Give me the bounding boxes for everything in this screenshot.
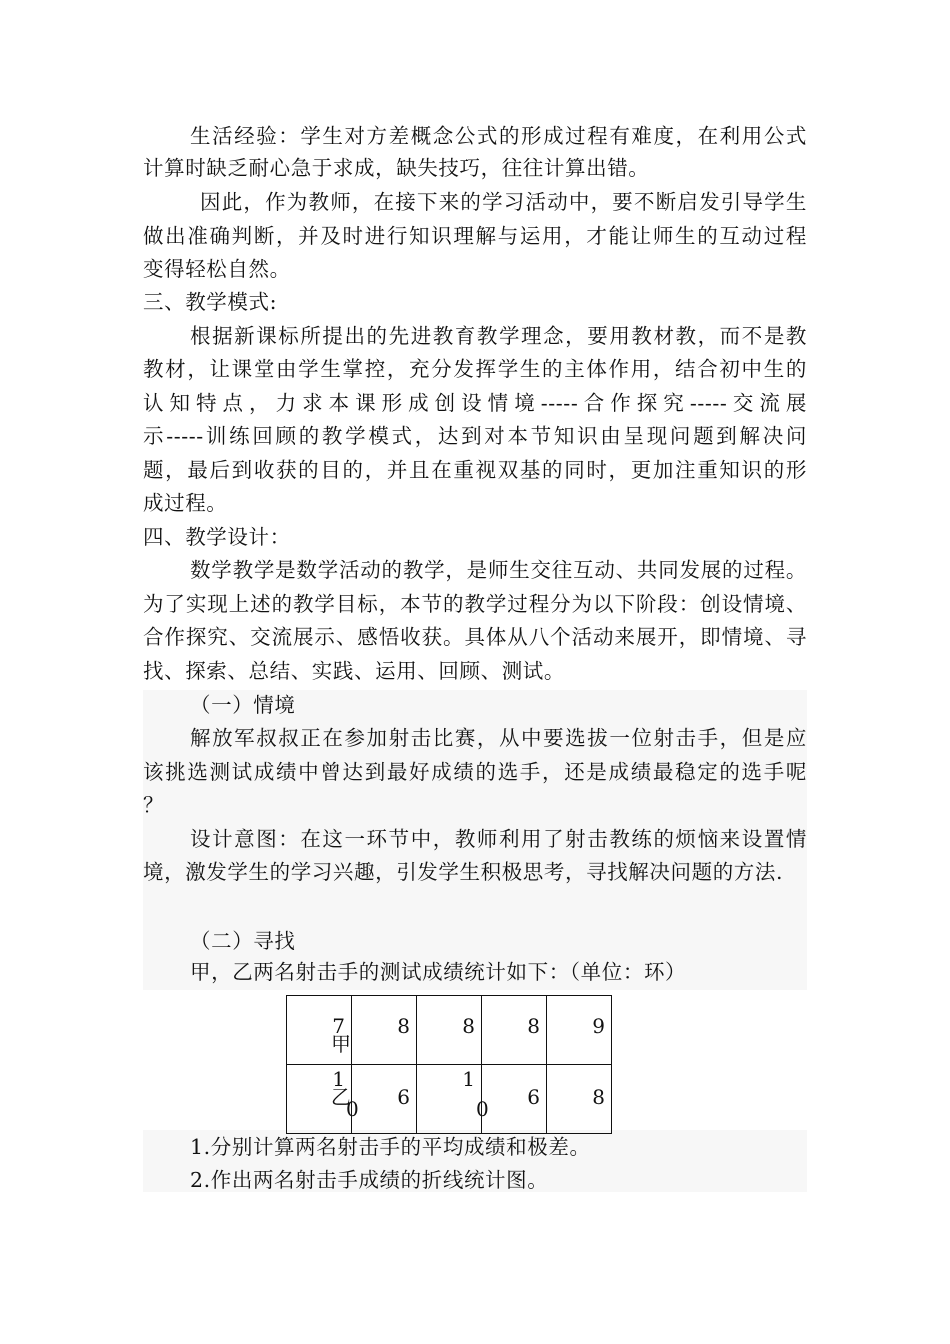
score-value: 8: [462, 1014, 475, 1038]
paragraph-line: 示-----训练回顾的教学模式，达到对本节知识由呈现问题到解决问: [143, 424, 807, 448]
paragraph-line: ？: [143, 793, 165, 817]
table-cell: [482, 996, 547, 1065]
score-value: 7: [332, 1014, 345, 1038]
score-value-top: 1: [462, 1067, 475, 1091]
paragraph-line: 找、探索、总结、实践、运用、回顾、测试。: [143, 659, 565, 683]
score-value-bottom: 0: [346, 1097, 359, 1121]
table-row: [287, 996, 612, 1065]
paragraph-line: 教材，让课堂由学生掌控，充分发挥学生的主体作用，结合初中生的: [143, 357, 807, 381]
paragraph-line: 为了实现上述的教学目标，本节的教学过程分为以下阶段：创设情境、: [143, 592, 807, 616]
table-cell: [547, 996, 612, 1065]
subsection-heading: （一）情境: [190, 693, 296, 717]
paragraph-line: 根据新课标所提出的先进教育教学理念，要用教材教，而不是教: [190, 324, 807, 348]
section-heading: 三、教学模式:: [143, 290, 278, 314]
score-value: 9: [592, 1014, 605, 1038]
paragraph-line: 认知特点，力求本课形成创设情境-----合作探究-----交流展: [143, 391, 807, 415]
table-cell: [417, 996, 482, 1065]
score-value: 6: [397, 1085, 410, 1109]
shooter-name: 乙: [331, 1085, 351, 1109]
paragraph-line: 境，激发学生的学习兴趣，引发学生积极思考，寻找解决问题的方法.: [143, 860, 784, 884]
paragraph-line: 因此，作为教师，在接下来的学习活动中，要不断启发引导学生: [200, 190, 807, 214]
paragraph-line: 做出准确判断，并及时进行知识理解与运用，才能让师生的互动过程: [143, 224, 807, 248]
score-value: 8: [592, 1085, 605, 1109]
table-cell: [346, 1065, 417, 1134]
shooter-name: 甲: [331, 1032, 351, 1056]
section-heading: 四、教学设计：: [143, 525, 291, 549]
paragraph-line: 成过程。: [143, 491, 228, 515]
paragraph-line: 生活经验：学生对方差概念公式的形成过程有难度，在利用公式: [190, 124, 807, 148]
table-cell: [287, 996, 352, 1065]
paragraph-line: 设计意图：在这一环节中，教师利用了射击教练的烦恼来设置情: [190, 827, 807, 851]
paragraph-line: 合作探究、交流展示、感悟收获。具体从八个活动来展开，即情境、寻: [143, 625, 807, 649]
paragraph-line: 数学教学是数学活动的教学，是师生交往互动、共同发展的过程。: [190, 558, 807, 582]
table-row: [287, 1065, 612, 1134]
paragraph-line: 该挑选测试成绩中曾达到最好成绩的选手，还是成绩最稳定的选手呢: [143, 760, 807, 784]
score-value: 8: [397, 1014, 410, 1038]
table-cell: [287, 1065, 352, 1134]
table-cell: [417, 1065, 482, 1134]
score-table: [286, 995, 612, 1134]
subsection-heading: （二）寻找: [190, 929, 296, 953]
paragraph-line: 题，最后到收获的目的，并且在重视双基的同时，更加注重知识的形: [143, 458, 807, 482]
paragraph-line: 解放军叔叔正在参加射击比赛，从中要选拔一位射击手，但是应: [190, 726, 807, 750]
paragraph-line: 变得轻松自然。: [143, 257, 291, 281]
score-value-top: 1: [332, 1067, 345, 1091]
score-value-bottom: 0: [476, 1097, 489, 1121]
paragraph-line: 甲，乙两名射击手的测试成绩统计如下：（单位：环）: [190, 960, 687, 984]
question-line: 2.作出两名射击手成绩的折线统计图。: [190, 1168, 549, 1192]
table-cell: [476, 1065, 547, 1134]
paragraph-line: 计算时缺乏耐心急于求成，缺失技巧，往往计算出错。: [143, 156, 650, 180]
score-value: 6: [527, 1085, 540, 1109]
table-cell: [352, 996, 417, 1065]
question-line: 1.分别计算两名射击手的平均成绩和极差。: [190, 1135, 591, 1159]
table-cell: [547, 1065, 612, 1134]
score-value: 8: [527, 1014, 540, 1038]
